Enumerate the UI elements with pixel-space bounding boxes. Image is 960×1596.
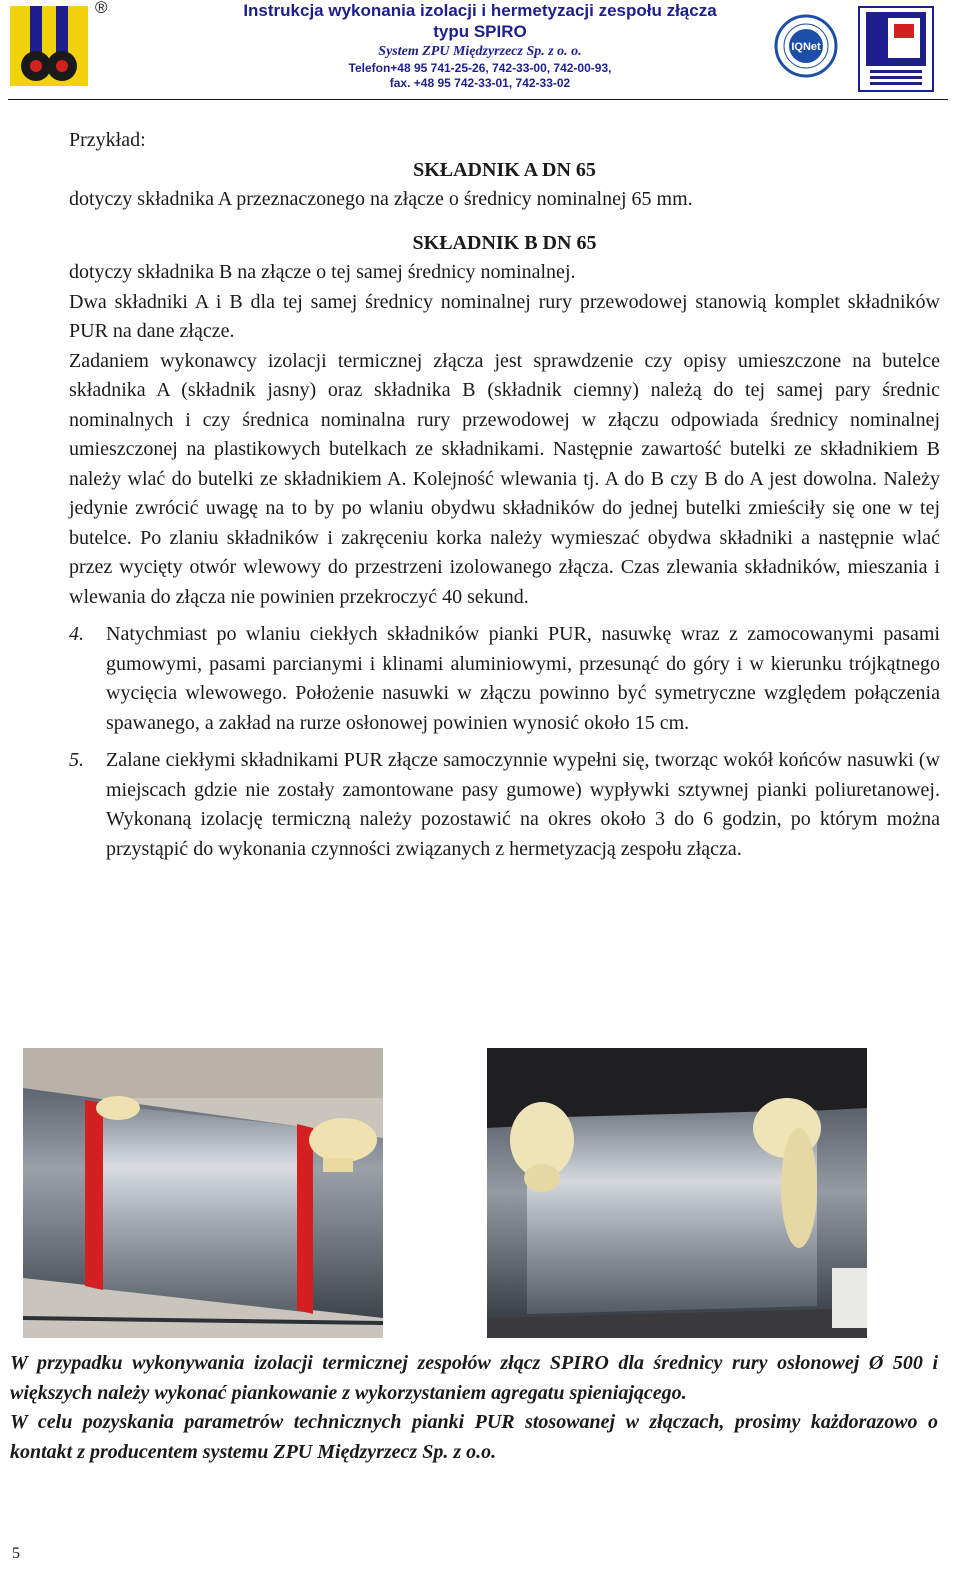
example-label: Przykład: [69,129,146,151]
list-item [69,746,940,864]
pcbc-certification-logo [858,6,934,92]
fax-numbers: fax. +48 95 742-33-01, 742-33-02 [389,76,571,90]
note-paragraph-contact: W celu pozyskania parametrów technicznych pianki PUR stosowanej w złączach, prosimy każdorazowo o kontakt z producentem systemu ZPU Międzyrzecz Sp. z o.o. [10,1411,938,1463]
document-body [69,126,940,864]
list-item-text: Zalane ciekłymi składnikami PUR złącze samoczynnie wypełni się, tworząc wokół końców nasuwki (w miejscach gdzie nie zostały zamontowane pasy gumowe) wypływki sztywnej pianki poliuretanowej. Wykonaną izolację termiczną należy pozostawić na okres około 3 do 6 godzin, po którym można przystąpić do wykonania czynności związanych z hermetyzacją zespołu złącza. [106,749,940,860]
component-b-heading: SKŁADNIK B DN 65 [412,231,597,254]
header-divider [8,99,948,100]
company-logo [10,6,88,86]
photo-joint-foam-overflow [487,1048,867,1338]
page-number: 5 [12,1545,20,1562]
component-a-description: dotyczy składnika A przeznaczonego na złącze o średnicy nominalnej 65 mm. [69,188,693,210]
page-header [0,0,960,100]
list-item [69,620,940,738]
component-a-heading: SKŁADNIK A DN 65 [413,158,596,181]
registered-trademark: ® [95,0,108,17]
important-note [10,1349,938,1467]
header-text [200,0,760,91]
note-paragraph-equipment: W przypadku wykonywania izolacji termicznej zespołów złącz SPIRO dla średnicy rury osłonowej Ø 500 i większych należy wykonać piankowanie z wykorzystaniem agregatu spieniającego. [10,1352,938,1404]
component-b-description: dotyczy składnika B na złącze o tej samej średnicy nominalnej. [69,261,576,283]
company-name: System ZPU Międzyrzecz Sp. z o. o. [378,44,582,59]
list-item-number: 4. [69,623,84,645]
document-title-line2: typu SPIRO [433,22,527,41]
component-set-paragraph: Dwa składniki A i B dla tej samej średnicy nominalnej rury przewodowej stanowią komplet składników PUR na dane złącze. [69,290,940,342]
phone-numbers: Telefon+48 95 741-25-26, 742-33-00, 742-00-93, [348,61,612,75]
document-title-line1: Instrukcja wykonania izolacji i hermetyzacji zespołu złącza [243,1,717,20]
iqnet-certification-logo [774,14,838,78]
photo-joint-with-straps [23,1048,383,1338]
svg-text:IQNet: IQNet [791,41,821,53]
list-item-number: 5. [69,749,84,771]
list-item-text: Natychmiast po wlaniu ciekłych składników pianki PUR, nasuwkę wraz z zamocowanymi pasami gumowymi, pasami parcianymi i klinami aluminiowymi, przesunąć do góry i w kierunku trójkątnego wycięcia wlewowego. Położenie nasuwki w złączu powinno być symetryczne względem połączenia spawanego, a zakład na rurze osłonowej powinien wynosić około 15 cm. [106,623,940,734]
task-paragraph: Zadaniem wykonawcy izolacji termicznej złącza jest sprawdzenie czy opisy umieszczone na butelce składnika A (składnik jasny) oraz składnika B (składnik ciemny) należą do tej samej pary średnic nominalnych i czy średnica nominalna rury przewodowej w złączu odpowiada średnicy nominalnej umieszczonej na plastikowych butelkach ze składnikami. Następnie zawartość butelki ze składnikiem B należy wlać do butelki ze składnikiem A. Kolejność wlewania tj. A do B czy B do A jest dowolna. Należy jedynie zwrócić uwagę na to by po wlaniu obydwu składników do jednej butelki zmieściły się one w tej butelce. Po zlaniu składników i zakręceniu korka należy wymieszać obydwa składniki a następnie wlać przez wycięty otwór wlewowy do przestrzeni izolowanego złącza. Czas zlewania składników, mieszania i wlewania do złącza nie powinien przekroczyć 40 sekund. [69,349,940,608]
